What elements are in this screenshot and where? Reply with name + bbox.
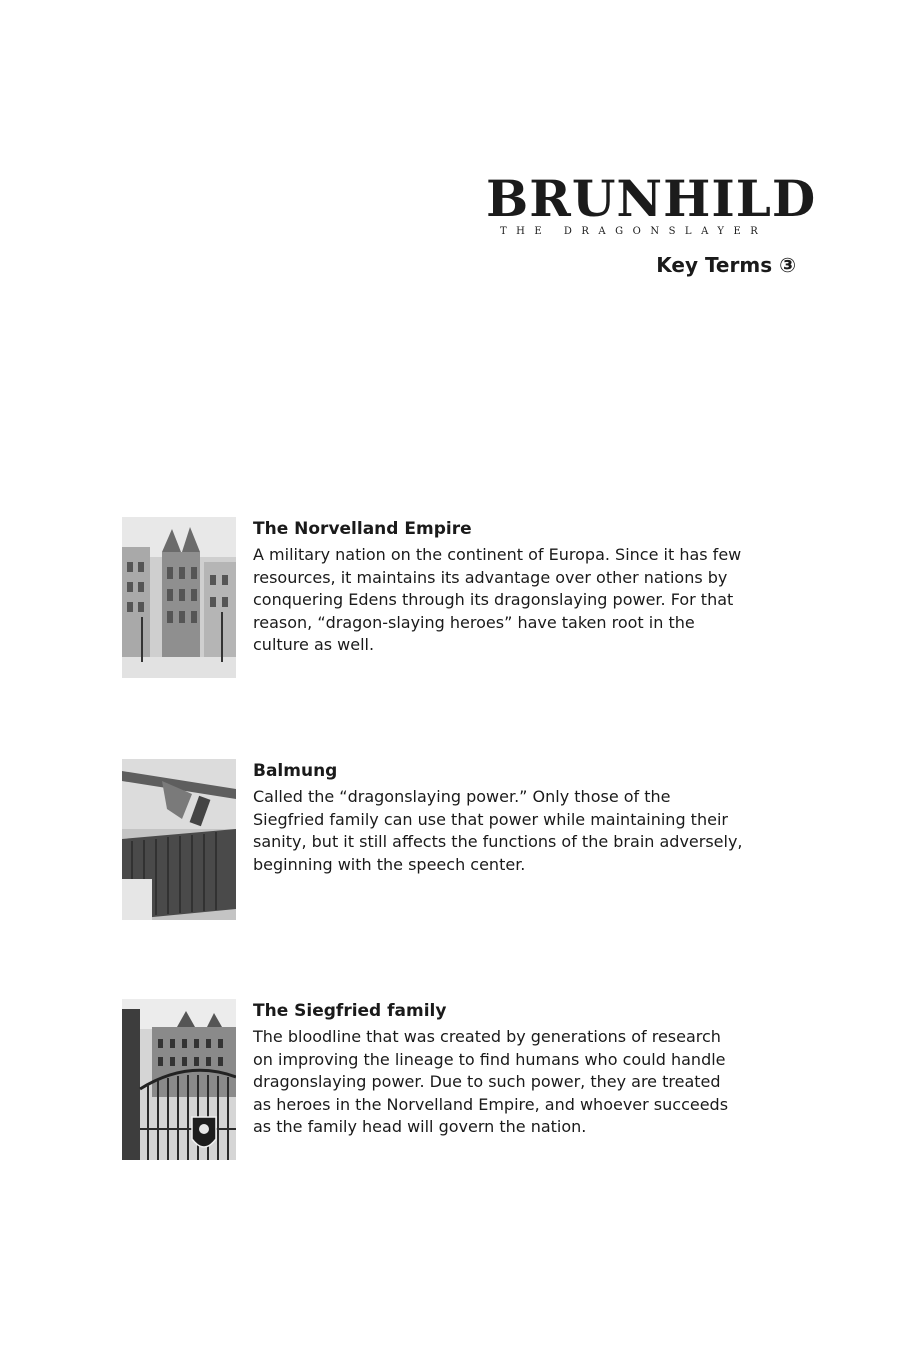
term-title: The Siegfried family bbox=[253, 1001, 447, 1021]
term-description: Called the “dragonslaying power.” Only those of the Siegfried family can use that power while maintaining their sanity, but it still affects the functions of the brain adversely, beginning with the speech center. bbox=[253, 787, 743, 874]
city-street-illustration bbox=[122, 517, 236, 678]
term-title: The Norvelland Empire bbox=[253, 519, 472, 539]
logo-title: BRUNHILD bbox=[486, 169, 817, 228]
term-description: A military nation on the continent of Europa. Since it has few resources, it maintains its advantage over other nations by conquering Edens through its dragonslaying power. For that reason, “dragon-slaying heroes” have taken root in the culture as well. bbox=[253, 545, 742, 655]
term-entry-siegfried-family bbox=[122, 999, 742, 1161]
term-entry-norvelland-empire bbox=[122, 517, 742, 679]
term-description: The bloodline that was created by generations of research on improving the lineage to find humans who could handle dragonslaying power. Due to such power, they are treated as heroes in the Norvelland Empire, and whoever succeeds as the family head will govern the nation. bbox=[253, 1027, 729, 1137]
rifle-illustration bbox=[122, 759, 236, 920]
term-entry-balmung bbox=[122, 759, 742, 921]
logo-subtitle: THE DRAGONSLAYER bbox=[500, 226, 768, 237]
manor-gate-illustration bbox=[122, 999, 236, 1160]
section-title: Key Terms ③ bbox=[656, 253, 796, 277]
term-title: Balmung bbox=[253, 761, 338, 781]
brunhild-logo bbox=[486, 169, 817, 242]
